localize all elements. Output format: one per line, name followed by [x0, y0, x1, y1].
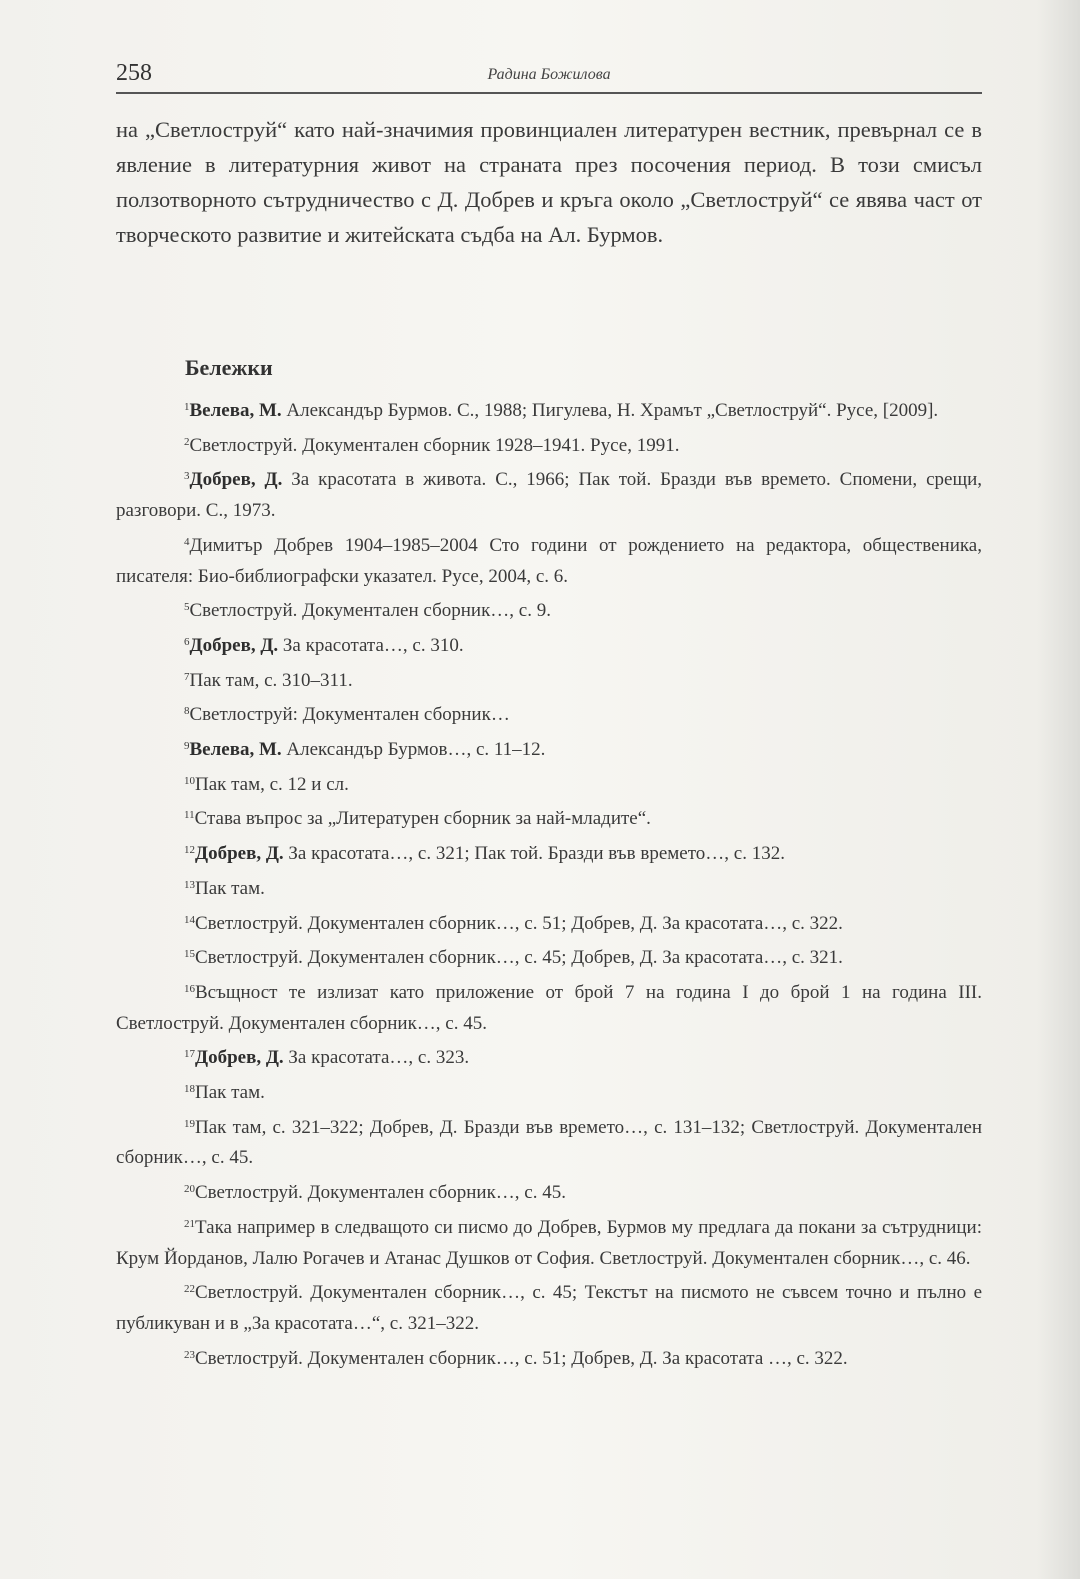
- footnote: [116, 835, 982, 870]
- footnote-number: 11: [184, 809, 195, 822]
- footnote-text: Светлоструй. Документален сборник…, с. 51; Добрев, Д. За красотата …, с. 322.: [195, 1347, 848, 1369]
- footnote-number: 22: [184, 1283, 195, 1296]
- footnote: [116, 905, 982, 940]
- footnote: [116, 627, 982, 662]
- footnote-text: Пак там.: [195, 877, 265, 899]
- footnote-text: Става въпрос за „Литературен сборник за най-младите“.: [194, 808, 651, 830]
- page-number: 258: [116, 60, 152, 86]
- footnote-text: Димитър Добрев 1904–1985–2004 Сто години от рождението на редактора, общественика, писателя: Био-библиографски указател. Русе, 2004, с. 6.: [116, 534, 982, 587]
- footnote-text: Светлоструй. Документален сборник…, с. 45.: [195, 1182, 566, 1204]
- footnote: [116, 1274, 982, 1339]
- body-text: [116, 112, 982, 252]
- footnote: [116, 800, 982, 835]
- footnote: [116, 1340, 982, 1375]
- footnote-number: 12: [184, 844, 195, 857]
- footnote: [116, 427, 982, 462]
- footnote-author: Добрев, Д.: [195, 843, 284, 865]
- footnote-author: Добрев, Д.: [189, 634, 279, 656]
- notes-heading: Бележки: [185, 355, 273, 380]
- footnote-text: За красотата…, с. 321; Пак той. Бразди във времето…, с. 132.: [283, 843, 785, 865]
- footnote: [116, 1109, 982, 1174]
- footnote-number: 4: [184, 535, 190, 548]
- footnote-text: Пак там, с. 321–322; Добрев, Д. Бразди във времето…, с. 131–132; Светлоструй. Документален сборник…, с. 45.: [116, 1116, 982, 1169]
- footnote-author: Велева, М.: [189, 739, 282, 761]
- footnote: [116, 662, 982, 697]
- body-paragraph: на „Светлоструй“ като най-значимия провинциален литературен вестник, превърнал се в явление в литературния живот на страната през посочения период. В този смисъл ползотворното сътрудничество с Д. Добрев и кръга около „Светлоструй“ се явява част от творческото развитие и житейската съдба на Ал. Бурмов.: [116, 117, 982, 247]
- footnote-number: 18: [184, 1083, 195, 1096]
- footnote-text: Пак там, с. 12 и сл.: [195, 773, 349, 795]
- footnote-number: 2: [184, 435, 190, 448]
- footnote: [116, 974, 982, 1039]
- footnote-number: 6: [184, 635, 190, 648]
- footnote-text: Светлоструй. Документален сборник 1928–1941. Русе, 1991.: [189, 434, 680, 456]
- footnote-author: Добрев, Д.: [195, 1047, 284, 1069]
- footnote-number: 3: [184, 470, 190, 483]
- footnote: [116, 1039, 982, 1074]
- footnote-number: 20: [184, 1183, 195, 1196]
- footnote-text: Всъщност те излизат като приложение от брой 7 на година I до брой 1 на година III. Светлоструй. Документален сборник…, с. 45.: [116, 981, 982, 1034]
- footnote-text: За красотата в живота. С., 1966; Пак той. Бразди във времето. Спомени, срещи, разговори. С., 1973.: [116, 469, 982, 522]
- footnote-number: 21: [184, 1217, 195, 1230]
- page-header: [116, 60, 982, 94]
- footnote-text: Пак там, с. 310–311.: [189, 669, 353, 691]
- footnote: [116, 392, 982, 427]
- footnote-number: 1: [184, 401, 190, 413]
- footnote-text: Светлоструй. Документален сборник…, с. 51; Добрев, Д. За красотата…, с. 322.: [195, 912, 843, 934]
- footnote: [116, 461, 982, 526]
- footnote-text: Александър Бурмов. С., 1988; Пигулева, Н. Храмът „Светлоструй“. Русе, [2009].: [281, 400, 939, 421]
- notes-list: [116, 392, 982, 1374]
- footnote-number: 8: [184, 705, 190, 718]
- footnote: [116, 527, 982, 592]
- footnote-text: Светлоструй. Документален сборник…, с. 9.: [189, 600, 551, 622]
- footnote-text: За красотата…, с. 323.: [283, 1047, 470, 1069]
- footnote: [116, 939, 982, 974]
- footnote: [116, 1074, 982, 1109]
- footnote-text: Светлоструй. Документален сборник…, с. 45; Текстът на писмото не съвсем точно и пълно е публикуван и в „За красотата…“, с. 321–322.: [116, 1282, 982, 1334]
- footnote-number: 23: [184, 1348, 195, 1361]
- footnote-text: Пак там.: [195, 1082, 265, 1104]
- footnote-number: 15: [184, 948, 195, 961]
- footnote-number: 9: [184, 740, 190, 753]
- footnote-text: Светлоструй: Документален сборник…: [189, 704, 510, 726]
- footnote: [116, 1174, 982, 1209]
- footnote: [116, 592, 982, 627]
- running-title: Радина Божилова: [487, 66, 611, 83]
- footnote-text: Така например в следващото си писмо до Добрев, Бурмов му предлага да покани за сътрудници: Крум Йорданов, Лалю Рогачев и Атанас Душков от София. Светлоструй. Документален сборник…, с. 46.: [116, 1216, 982, 1269]
- footnote-text: Светлоструй. Документален сборник…, с. 45; Добрев, Д. За красотата…, с. 321.: [195, 947, 843, 969]
- footnote-author: Добрев, Д.: [189, 469, 283, 491]
- footnote: [116, 766, 982, 801]
- footnote-number: 13: [184, 878, 195, 891]
- footnote-number: 7: [184, 670, 190, 683]
- footnote: [116, 731, 982, 766]
- footnote-number: 14: [184, 913, 195, 926]
- footnote: [116, 696, 982, 731]
- footnote-number: 17: [184, 1048, 195, 1061]
- footnote-text: Александър Бурмов…, с. 11–12.: [281, 739, 546, 761]
- footnote-number: 10: [184, 774, 195, 787]
- footnote-text: За красотата…, с. 310.: [278, 634, 464, 656]
- footnote: [116, 1209, 982, 1274]
- footnote-author: Велева, М.: [189, 400, 282, 421]
- footnote-number: 16: [184, 982, 195, 995]
- footnote-number: 5: [184, 601, 190, 614]
- footnote-number: 19: [184, 1117, 195, 1130]
- footnote: [116, 870, 982, 905]
